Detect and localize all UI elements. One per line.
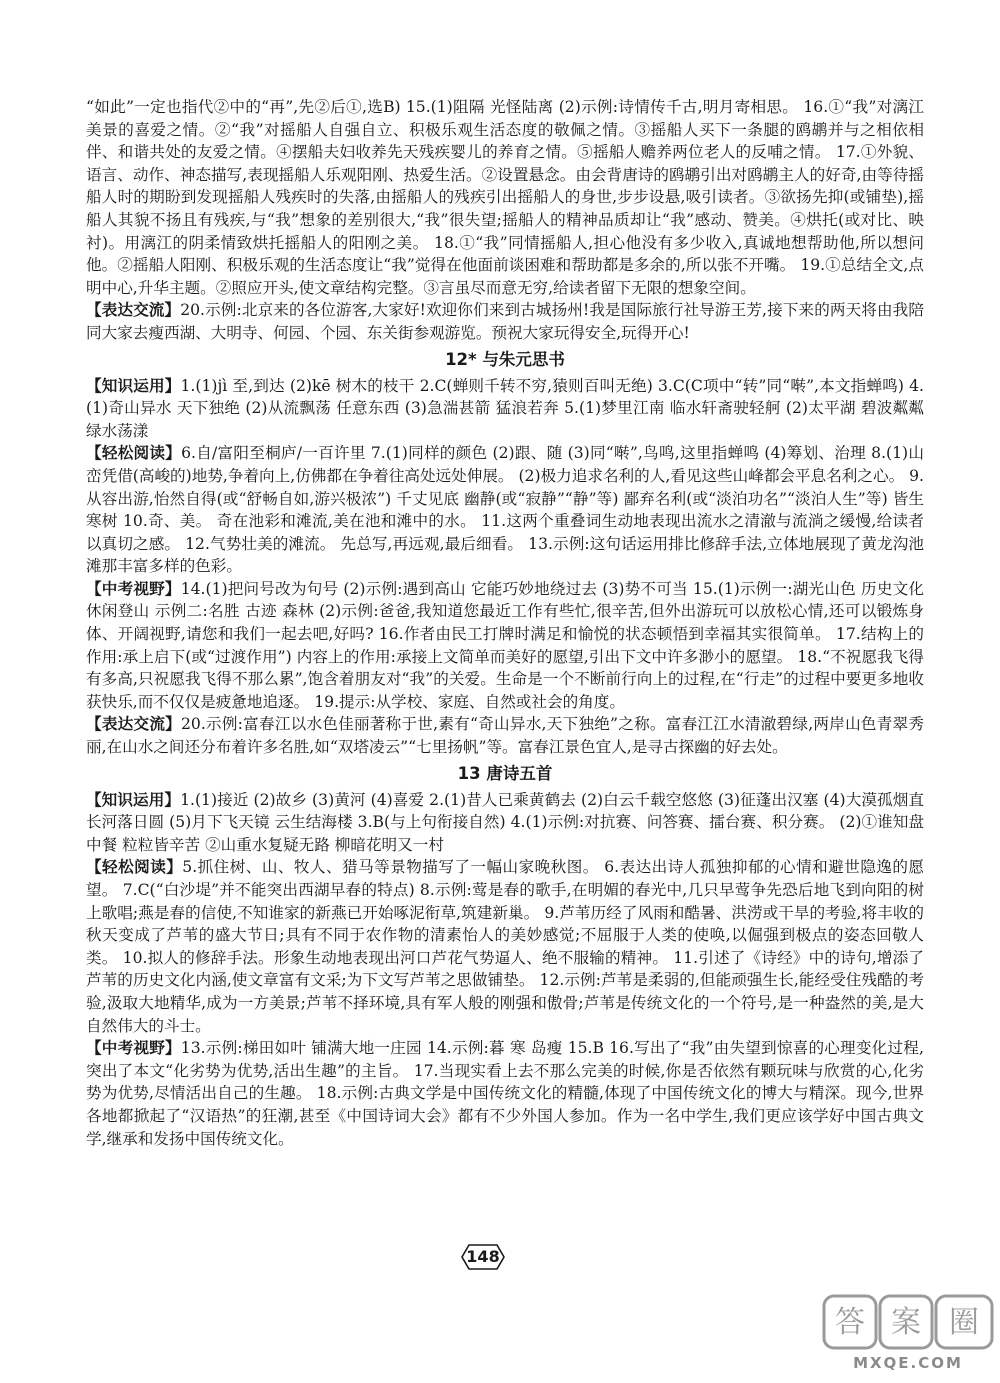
section-title-12: 12* 与朱元思书	[445, 349, 565, 369]
watermark-logo-icon	[818, 1290, 998, 1360]
answer-page	[86, 96, 924, 1150]
section-12-exam: 【中考视野】14.(1)把问号改为句号 (2)示例:遇到高山 它能巧妙地绕过去 (3)势不可当 15.(1)示例一:湖光山色 历史文化 休闲登山 示例二:名胜 古迹 森林 (2)示例:爸爸,我知道您最近工作有些忙,很辛苦,但外出游玩可以放松心情,还可以锻炼身体、开阔视野,请您和我们一起去吧,好吗? 16.作者由民工打牌时满足和愉悦的状态顿悟到幸福其实很简单。 17.结构上的作用:承上启下(或“过渡作用”) 内容上的作用:承接上文简单而美好的愿望,引出下文中许多渺小的愿望。 18.“不祝愿我飞得有多高,只祝愿我飞得不那么累”,饱含着朋友对“我”的关爱。生命是一个不断前行向上的过程,在“行走”的过程中要更多地收获快乐,而不仅仅是疲惫地追逐。 19.提示:从学校、家庭、自然或社会的角度。	[86, 578, 924, 711]
svg-text:圈: 圈	[949, 1305, 979, 1340]
section-title-13: 13 唐诗五首	[457, 763, 553, 783]
svg-text:案: 案	[891, 1305, 921, 1340]
page-number-text: 148	[466, 1247, 500, 1266]
watermark	[818, 1290, 998, 1382]
section-13-reading: 【轻松阅读】5.抓住树、山、牧人、猎马等景物描写了一幅山家晚秋图。 6.表达出诗人孤独抑郁的心情和避世隐逸的愿望。 7.C(“白沙堤”并不能突出西湖早春的特点) 8.示例:莺是春的歌手,在明媚的春光中,几只早莺争先恐后地飞到向阳的树上歌唱;燕是春的信使,不知谁家的新燕已开始啄泥衔草,筑建新巢。 9.芦苇历经了风雨和酷暑、洪涝或干旱的考验,将丰收的秋天变成了芦苇的盛大节日;具有不同于农作物的清素怡人的美妙感觉;不屈服于人类的使唤,以倔强到极点的姿态回敬人类。 10.拟人的修辞手法。形象生动地表现出河口芦花气势逼人、绝不服输的精神。 11.引述了《诗经》中的诗句,增添了芦苇的历史文化内涵,使文章富有文采;为下文写芦苇之思做铺垫。 12.示例:芦苇是柔弱的,但能顽强生长,能经受住残酷的考验,汲取大地精华,成为一方美景;芦苇不择环境,具有军人般的刚强和傲骨;芦苇是传统文化的一个符号,是一种盎然的美,是大自然伟大的斗士。	[86, 857, 924, 1035]
section-13-exam: 【中考视野】13.示例:梯田如叶 铺满大地一庄园 14.示例:暮 寒 岛瘦 15.B 16.写出了“我”由失望到惊喜的心理变化过程,突出了本文“化劣势为优势,活出生趣”的主旨。 17.当现实看上去不那么完美的时候,你是否依然有颗玩味与欣赏的心,化劣势为优势,尽情活出自己的生趣。 18.示例:古典文学是中国传统文化的精髓,体现了中国传统文化的博大与精深。现今,世界各地都掀起了“汉语热”的狂潮,甚至《中国诗词大会》都有不少外国人参加。作为一名中学生,我们更应该学好中国古典文学,继承和发扬中国传统文化。	[86, 1038, 924, 1148]
intro-paragraph: “如此”一定也指代②中的“再”,先②后①,选B) 15.(1)阻隔 光怪陆离 (2)示例:诗情传千古,明月寄相思。 16.①“我”对漓江美景的喜爱之情。②“我”对摇船人自强自立、积极乐观生活态度的敬佩之情。③摇船人买下一条腿的鸥鹕并与之相依相伴、和谐共处的友爱之情。④摆船夫妇收养先天残疾婴儿的养育之情。⑤摇船人赡养两位老人的反哺之情。 17.①外貌、语言、动作、神态描写,表现摇船人乐观阳刚、热爱生活。②设置悬念。由会背唐诗的鸥鹕引出对鸥鹕主人的好奇,由等待摇船人时的期盼到发现摇船人残疾时的失落,由摇船人的残疾引出摇船人的身世,步步设悬,吸引读者。③欲扬先抑(或铺垫),摇船人其貌不扬且有残疾,与“我”想象的差别很大,“我”很失望;摇船人的精神品质却让“我”感动、赞美。④烘托(或对比、映衬)。用漓江的阴柔情致烘托摇船人的阳刚之美。 18.①“我”同情摇船人,担心他没有多少收入,真诚地想帮助他,所以想问他。②摇船人阳刚、积极乐观的生活态度让“我”觉得在他面前谈困难和帮助都是多余的,所以张不开嘴。 19.①总结全文,点明中心,升华主题。②照应开头,使文章结构完整。③言虽尽而意无穷,给读者留下无限的想象空间。	[86, 98, 924, 297]
section-12-expression: 【表达交流】20.示例:富春江以水色佳丽著称于世,素有“奇山异水,天下独绝”之称。富春江江水清澈碧绿,两岸山色青翠秀丽,在山水之间还分布着许多名胜,如“双塔凌云”“七里扬帆”等。富春江景色宜人,是寻古探幽的好去处。	[86, 714, 924, 757]
intro-expression-paragraph: 【表达交流】20.示例:北京来的各位游客,大家好!欢迎你们来到古城扬州!我是国际旅行社导游王芳,接下来的两天将由我陪同大家去瘦西湖、大明寺、何园、个园、东关街参观游览。预祝大家玩得安全,玩得开心!	[86, 300, 924, 342]
watermark-url: MXQE.COM	[853, 1354, 963, 1372]
svg-text:答: 答	[835, 1305, 865, 1340]
section-12-knowledge: 【知识运用】1.(1)jì 至,到达 (2)kē 树木的枝干 2.C(蝉则千转不穷,猿则百叫无绝) 3.C(C项中“转”同“啭”,本文指蝉鸣) 4.(1)奇山异水 天下独绝 (2)从流飘荡 任意东西 (3)急湍甚箭 猛浪若奔 5.(1)梦里江南 临水轩斋驶轻舸 (2)太平湖 碧波粼粼 绿水荡漾	[86, 375, 924, 440]
page-number	[461, 1244, 505, 1270]
section-12-reading: 【轻松阅读】6.自/富阳至桐庐/一百许里 7.(1)同样的颜色 (2)跟、随 (3)同“啭”,鸟鸣,这里指蝉鸣 (4)筹划、治理 8.(1)山峦凭借(高峻的)地势,争着向上,仿佛都在争着往高处远处伸展。 (2)极力追求名利的人,看见这些山峰都会平息名利之心。 9.从容出游,怡然自得(或“舒畅自如,游兴极浓”) 千丈见底 幽静(或“寂静”“静”等) 鄙弃名利(或“淡泊功名”“淡泊人生”等) 皆生寒树 10.奇、美。 奇在池彩和滩流,美在池和滩中的水。 11.这两个重叠词生动地表现出流水之清澈与流淌之缓慢,给读者以真切之感。 12.气势壮美的滩流。 先总写,再远观,最后细看。 13.示例:这句话运用排比修辞手法,立体地展现了黄龙沟池滩那丰富多样的色彩。	[86, 443, 925, 576]
section-13-knowledge: 【知识运用】1.(1)接近 (2)故乡 (3)黄河 (4)喜爱 2.(1)昔人已乘黄鹤去 (2)白云千载空悠悠 (3)征蓬出汉塞 (4)大漠孤烟直 长河落日圆 (5)月下飞天镜 云生结海楼 3.B(与上句衔接自然) 4.(1)示例:对抗赛、问答赛、擂台赛、积分赛。 (2)①谁知盘中餐 粒粒皆辛苦 ②山重水复疑无路 柳暗花明又一村	[86, 789, 924, 854]
intro-expression-tag: 【表达交流】	[86, 300, 181, 320]
